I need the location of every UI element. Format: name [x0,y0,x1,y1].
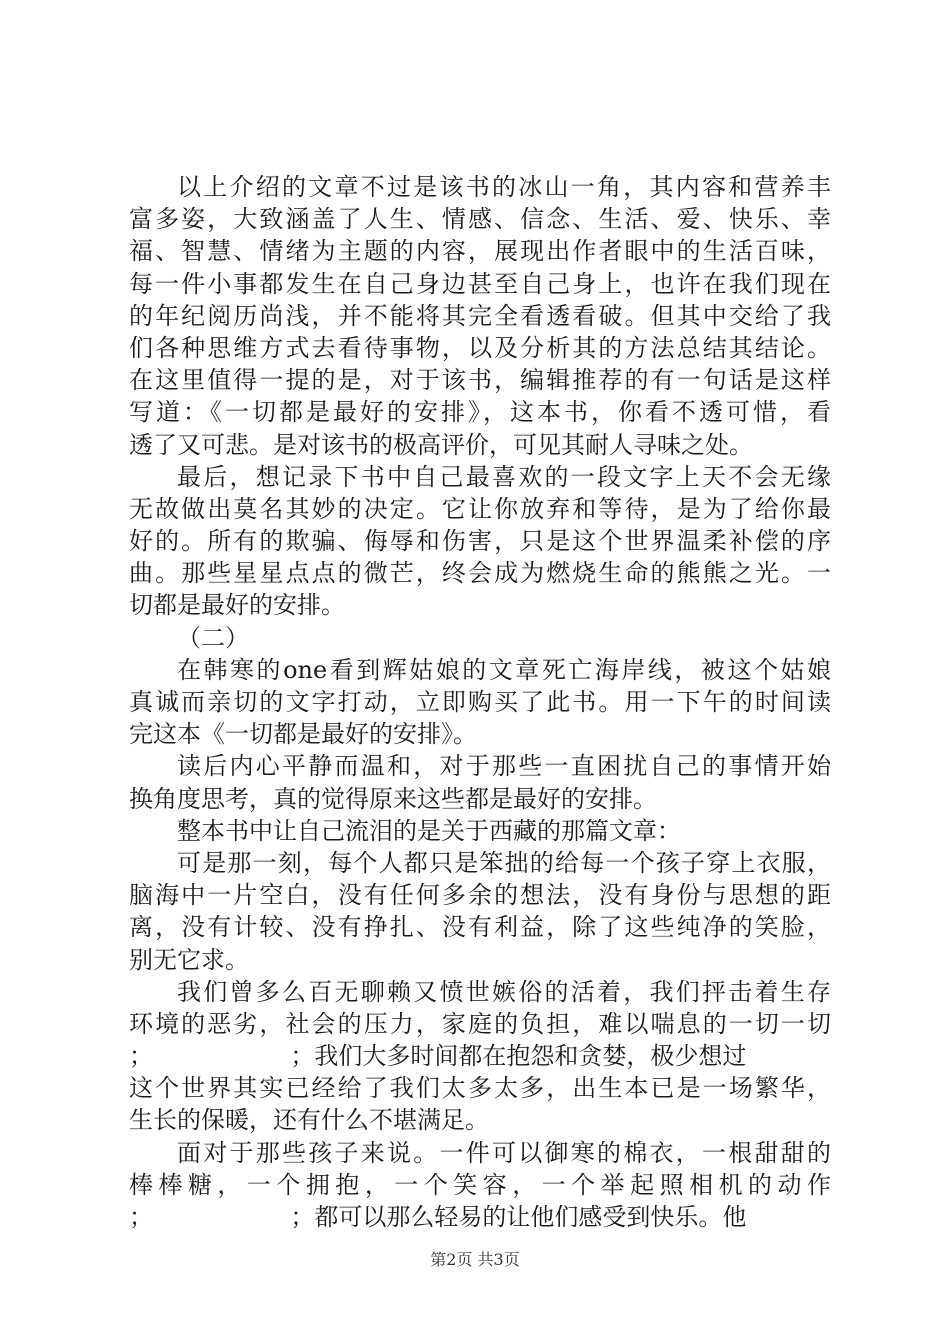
text-line: 环境的恶劣，社会的压力，家庭的负担，难以喘息的一切一切 [129,1009,831,1038]
text-line: 最后，想记录下书中自己最喜欢的一段文字上天不会无缘 [177,462,831,491]
text-line: 读后内心平静而温和，对于那些一直困扰自己的事情开始 [177,752,831,781]
text-line: 的年纪阅历尚浅，并不能将其完全看透看破。但其中交给了我 [129,301,831,330]
text-line: 整本书中让自己流泪的是关于西藏的那篇文章： [177,816,681,845]
text-line: 写道：《一切都是最好的安排》，这本书，你看不透可惜，看 [129,398,831,427]
text-line: 每一件小事都发生在自己身边甚至自己身上，也许在我们现在 [129,269,831,298]
text-line: 以上介绍的文章不过是该书的冰山一角，其内容和营养丰 [177,173,831,201]
text-line: 离，没有计较、没有挣扎、没有利益，除了这些纯净的笑脸， [129,913,831,942]
text-line: 福、智慧、情绪为主题的内容，展现出作者眼中的生活百味， [129,237,831,266]
page-footer: 第2页 共3页 [430,1250,520,1269]
text-line: 好的。所有的欺骗、侮辱和伤害，只是这个世界温柔补偿的序 [129,527,831,556]
text-line: 面对于那些孩子来说。一件可以御寒的棉衣，一根甜甜的 [177,1138,831,1167]
text-line: 这个世界其实已经给了我们太多太多，出生本已是一场繁华， [129,1074,831,1103]
text-line: 棒棒糖，一个拥抱，一个笑容，一个举起照相机的动作 [129,1170,831,1199]
text-line: （二） [177,623,249,652]
text-line: 在韩寒的one看到辉姑娘的文章死亡海岸线，被这个姑娘 [177,655,831,684]
text-line: 真诚而亲切的文字打动，立即购买了此书。用一下午的时间读 [129,688,831,716]
text-line: 在这里值得一提的是，对于该书，编辑推荐的有一句话是这样 [129,366,831,395]
text-line: 脑海中一片空白，没有任何多余的想法，没有身份与思想的距 [129,881,831,910]
text-line: ； ；我们大多时间都在抱怨和贪婪，极少想过 [129,1042,747,1071]
text-line: 无故做出莫名其妙的决定。它让你放弃和等待，是为了给你最 [129,494,831,523]
text-line: ； ；都可以那么轻易的让他们感受到快乐。他 [129,1203,747,1231]
text-line: 生长的保暖，还有什么不堪满足。 [129,1106,489,1135]
text-line: 们各种思维方式去看待事物，以及分析其的方法总结其结论。 [129,333,831,362]
text-line: 完这本《一切都是最好的安排》。 [129,720,477,749]
text-line: 别无它求。 [129,945,249,974]
text-line: 透了又可悲。是对该书的极高评价，可见其耐人寻味之处。 [129,430,753,459]
text-line: 换角度思考，真的觉得原来这些都是最好的安排。 [129,784,657,813]
body-text [129,171,831,1233]
text-line: 富多姿，大致涵盖了人生、情感、信念、生活、爱、快乐、幸 [129,205,831,234]
text-line: 切都是最好的安排。 [129,591,345,620]
text-line: 可是那一刻，每个人都只是笨拙的给每一个孩子穿上衣服， [177,848,831,877]
text-line: 我们曾多么百无聊赖又愤世嫉俗的活着，我们抨击着生存 [177,977,831,1006]
text-line: 曲。那些星星点点的微芒，终会成为燃烧生命的熊熊之光。一 [129,559,831,588]
